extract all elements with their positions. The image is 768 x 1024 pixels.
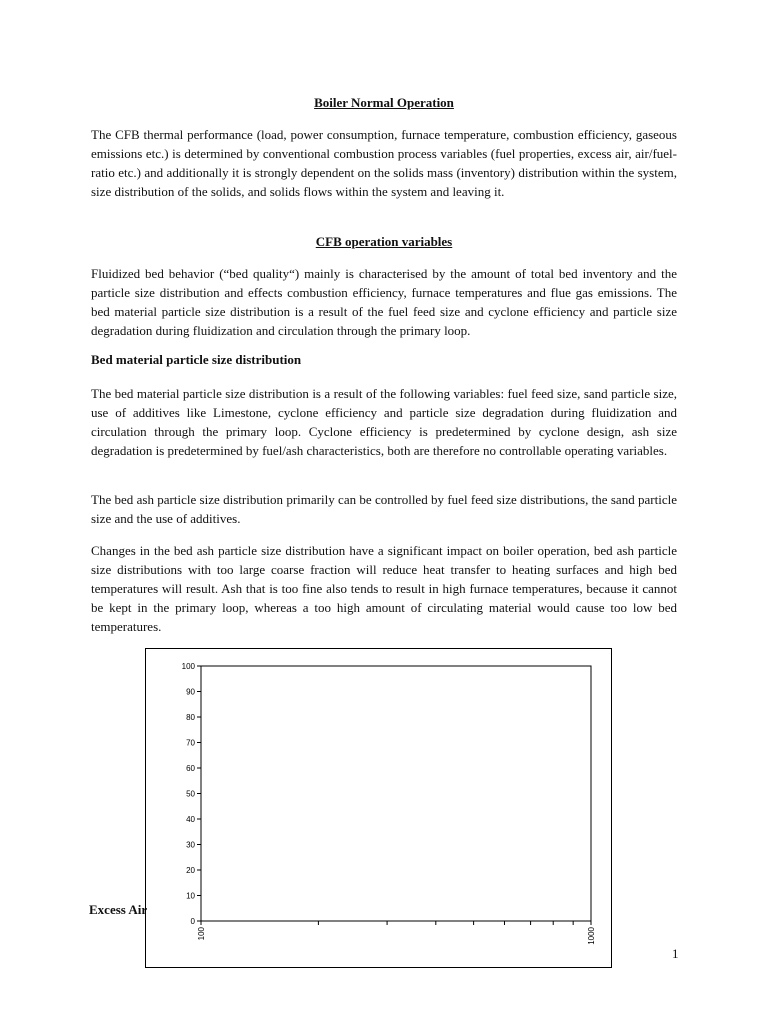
paragraph-control: The bed ash particle size distribution primarily can be controlled by fuel feed size distributions, the sand particle size and the use of additives. <box>91 492 677 526</box>
plot-area <box>201 666 591 921</box>
x-tick-label: 1000 <box>587 927 596 945</box>
y-tick-label: 90 <box>186 687 195 697</box>
y-tick-label: 40 <box>186 815 195 824</box>
y-tick-label: 80 <box>186 713 195 722</box>
y-tick-label: 50 <box>186 789 195 799</box>
subheading-particle-size: Bed material particle size distribution <box>91 352 302 367</box>
y-tick-label: 100 <box>181 662 195 671</box>
y-tick-label: 0 <box>190 917 195 926</box>
intro-paragraph: The CFB thermal performance (load, power consumption, furnace temperature, combustion efficiency, gaseous emissions etc.) is determined by conventional combustion process variables (fuel properties, excess air, air/fuel-ratio etc.) and additionally it is strongly dependent on the solids mass (inventory) distribution within the system, size distribution of the solids, and solids flows within the system and leaving it. <box>91 127 677 199</box>
y-tick-label: 10 <box>186 891 195 901</box>
chart-svg <box>146 649 611 967</box>
y-tick-label: 70 <box>186 738 195 748</box>
excess-air-label: Excess Air <box>89 902 148 917</box>
page-title: Boiler Normal Operation <box>314 95 454 110</box>
chart-frame <box>145 648 612 968</box>
y-tick-label: 20 <box>186 866 195 875</box>
x-tick-label: 100 <box>197 927 206 941</box>
y-tick-label: 30 <box>186 840 195 850</box>
section-title: CFB operation variables <box>315 234 453 249</box>
section-paragraph: Fluidized bed behavior (“bed quality“) mainly is characterised by the amount of total bed inventory and the particle size distribution and effects combustion efficiency, furnace temperatures and flue gas emissions. The bed material particle size distribution is a result of the fuel feed size and cyclone efficiency and particle size degradation during fluidization and circulation through the primary loop. <box>91 266 677 338</box>
paragraph-impact: Changes in the bed ash particle size distribution have a significant impact on boiler operation, bed ash particle size distributions with too large coarse fraction will reduce heat transfer to heating surfaces and high bed temperatures will result. Ash that is too fine also tends to result in high furnace temperatures, because it cannot be kept in the primary loop, whereas a too high amount of circulating material would cause too low bed temperatures. <box>91 543 677 634</box>
paragraph-variables: The bed material particle size distribution is a result of the following variables: fuel feed size, sand particle size, use of additives like Limestone, cyclone efficiency and particle size degradation during fluidization and circulation through the primary loop. Cyclone efficiency is predetermined by cyclone design, ash size degradation is predetermined by fuel/ash characteristics, both are therefore no controllable operating variables. <box>91 386 677 458</box>
y-tick-label: 60 <box>186 764 195 773</box>
page-number: 1 <box>672 946 679 961</box>
